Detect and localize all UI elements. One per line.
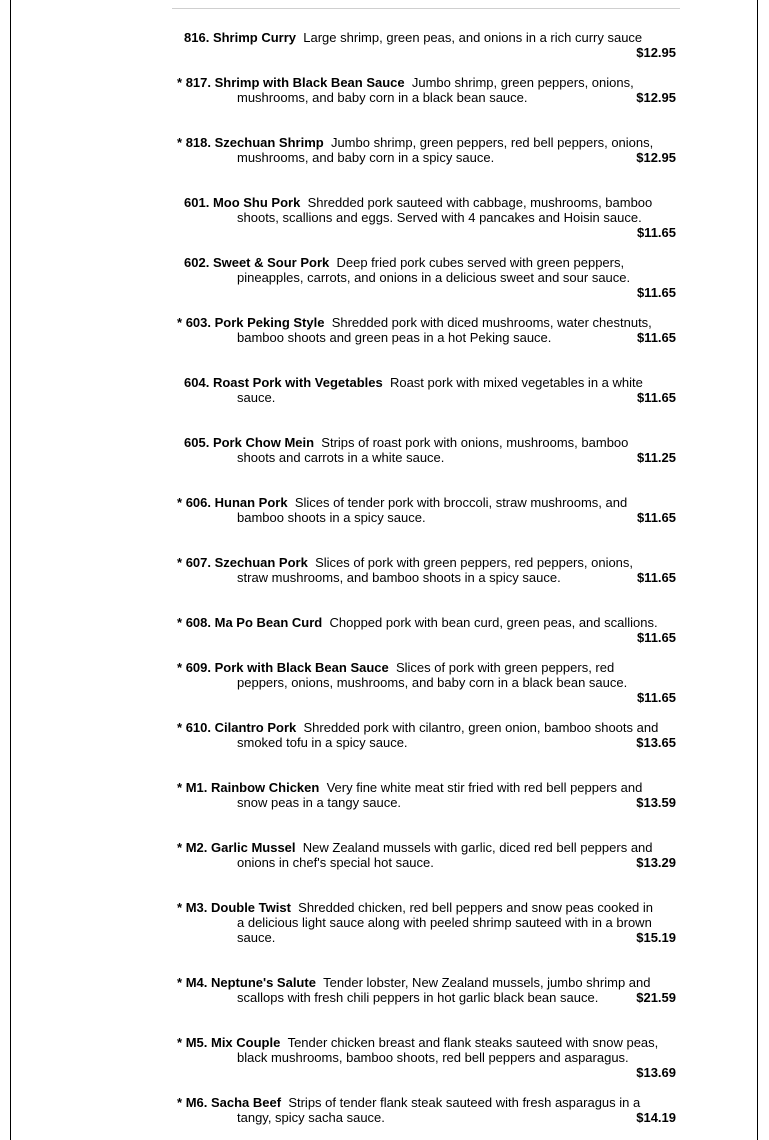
- menu-item-title: [177, 780, 319, 795]
- menu-item-number: M6.: [185, 1095, 208, 1110]
- menu-item-name: Ma Po Bean Curd: [214, 615, 323, 630]
- spicy-marker: *: [177, 615, 183, 630]
- menu-item-description: Strips of roast pork with onions, mushrooms, bamboo: [321, 435, 629, 450]
- menu-item-description-continued: sauce.: [237, 390, 276, 405]
- menu-item-price: $11.65: [636, 390, 676, 405]
- menu-item-title: [177, 135, 324, 150]
- menu-item-price: $13.59: [636, 795, 676, 810]
- menu-item-description-continued: smoked tofu in a spicy sauce.: [237, 735, 408, 750]
- menu-item-first-line: [177, 75, 634, 90]
- menu-item-title: [177, 555, 308, 570]
- menu-item-title: [177, 1035, 280, 1050]
- menu-item-description-continued: mushrooms, and baby corn in a spicy sauce.: [237, 150, 495, 165]
- menu-item-price: $13.69: [636, 1065, 676, 1080]
- menu-item-title: [184, 195, 300, 210]
- menu-item-name: Pork Peking Style: [214, 315, 325, 330]
- menu-item-first-line: [184, 30, 642, 45]
- menu-item-name: Szechuan Shrimp: [214, 135, 324, 150]
- menu-item-description: Slices of pork with green peppers, red: [395, 660, 615, 675]
- menu-item-first-line: [184, 255, 624, 270]
- menu-item-name: Roast Pork with Vegetables: [212, 375, 383, 390]
- menu-item-first-line: [177, 900, 653, 915]
- menu-item-description-continued: sauce.: [237, 930, 276, 945]
- menu-item-first-line: [184, 375, 643, 390]
- menu-item-name: Double Twist: [210, 900, 291, 915]
- menu-item-title: [177, 660, 389, 675]
- menu-item-first-line: [177, 495, 627, 510]
- menu-item-price: $15.19: [636, 930, 676, 945]
- menu-item-number: 817.: [185, 75, 211, 90]
- menu-item-description-continued: tangy, spicy sacha sauce.: [237, 1110, 385, 1125]
- menu-item-price: $13.29: [636, 855, 676, 870]
- menu-item-number: M3.: [185, 900, 208, 915]
- menu-item-description-continued: peppers, onions, mushrooms, and baby corn in a black bean sauce.: [237, 675, 628, 690]
- menu-item-description-continued: shoots and carrots in a white sauce.: [237, 450, 445, 465]
- menu-item-description: Roast pork with mixed vegetables in a white: [389, 375, 643, 390]
- spicy-marker: *: [177, 555, 183, 570]
- menu-item-description: Shredded pork with cilantro, green onion, bamboo shoots and: [303, 720, 659, 735]
- menu-item-title: [184, 375, 383, 390]
- menu-item-description: New Zealand mussels with garlic, diced red bell peppers and: [302, 840, 653, 855]
- menu-item-description-continued: a delicious light sauce along with peeled shrimp sauteed with in a brown: [237, 915, 652, 930]
- menu-item-first-line: [177, 975, 651, 990]
- menu-item-price: $12.95: [636, 90, 676, 105]
- menu-item-first-line: [184, 195, 652, 210]
- menu-item-first-line: [177, 840, 653, 855]
- menu-item-title: [177, 900, 291, 915]
- menu-item-name: Pork Chow Mein: [212, 435, 315, 450]
- menu-item-first-line: [177, 555, 633, 570]
- menu-item-price: $12.95: [636, 150, 676, 165]
- menu-item-name: Neptune's Salute: [210, 975, 316, 990]
- menu-item-name: Sacha Beef: [210, 1095, 282, 1110]
- menu-item-description: Jumbo shrimp, green peppers, onions,: [411, 75, 634, 90]
- menu-item-price: $11.65: [636, 570, 676, 585]
- menu-item-price: $11.25: [636, 450, 676, 465]
- top-divider: [172, 2, 680, 9]
- menu-item-title: [184, 255, 329, 270]
- menu-item-number: 607.: [185, 555, 211, 570]
- menu-item-number: 603.: [185, 315, 211, 330]
- menu-item-name: Pork with Black Bean Sauce: [214, 660, 389, 675]
- menu-item-number: 604.: [184, 375, 210, 390]
- menu-item-description-continued: mushrooms, and baby corn in a black bean sauce.: [237, 90, 528, 105]
- menu-item-price: $14.19: [636, 1110, 676, 1125]
- menu-item-price: $12.95: [636, 45, 676, 60]
- spicy-marker: *: [177, 135, 183, 150]
- menu-item-first-line: [177, 1095, 640, 1110]
- menu-item-description: Shredded pork sauteed with cabbage, mushrooms, bamboo: [307, 195, 653, 210]
- menu-item-first-line: [177, 615, 658, 630]
- menu-item-number: 605.: [184, 435, 210, 450]
- menu-item-description: Large shrimp, green peas, and onions in a rich curry sauce: [303, 30, 643, 45]
- menu-item-price: $11.65: [636, 330, 676, 345]
- menu-item-description: Chopped pork with bean curd, green peas, and scallions.: [329, 615, 658, 630]
- menu-item-number: M4.: [185, 975, 208, 990]
- menu-item-price: $11.65: [636, 630, 676, 645]
- menu-item-description-continued: black mushrooms, bamboo shoots, red bell peppers and asparagus.: [237, 1050, 629, 1065]
- spicy-marker: *: [177, 900, 183, 915]
- menu-item-description-continued: straw mushrooms, and bamboo shoots in a spicy sauce.: [237, 570, 561, 585]
- menu-item-title: [177, 840, 296, 855]
- menu-item-number: M5.: [185, 1035, 208, 1050]
- spicy-marker: *: [177, 315, 183, 330]
- menu-item-price: $13.65: [636, 735, 676, 750]
- menu-item-name: Garlic Mussel: [210, 840, 296, 855]
- menu-item-first-line: [177, 1035, 658, 1050]
- menu-item-name: Sweet & Sour Pork: [212, 255, 330, 270]
- menu-item-name: Shrimp Curry: [212, 30, 297, 45]
- menu-item-name: Rainbow Chicken: [210, 780, 320, 795]
- menu-item-name: Moo Shu Pork: [212, 195, 301, 210]
- spicy-marker: *: [177, 840, 183, 855]
- spicy-marker: *: [177, 975, 183, 990]
- menu-item-number: 601.: [184, 195, 210, 210]
- menu-item-price: $11.65: [636, 285, 676, 300]
- menu-item-description: Jumbo shrimp, green peppers, red bell peppers, onions,: [330, 135, 654, 150]
- menu-item-description-continued: snow peas in a tangy sauce.: [237, 795, 402, 810]
- menu-item-description: Slices of tender pork with broccoli, straw mushrooms, and: [294, 495, 628, 510]
- spicy-marker: *: [177, 75, 183, 90]
- menu-item-description: Deep fried pork cubes served with green peppers,: [336, 255, 625, 270]
- spicy-marker: *: [177, 720, 183, 735]
- menu-item-description: Shredded pork with diced mushrooms, water chestnuts,: [331, 315, 652, 330]
- menu-item-first-line: [177, 660, 614, 675]
- menu-item-number: 609.: [185, 660, 211, 675]
- menu-item-price: $11.65: [636, 225, 676, 240]
- menu-item-title: [177, 720, 296, 735]
- menu-item-number: 602.: [184, 255, 210, 270]
- menu-item-first-line: [177, 720, 658, 735]
- menu-item-title: [184, 435, 314, 450]
- menu-item-number: M1.: [185, 780, 208, 795]
- menu-item-title: [177, 975, 316, 990]
- menu-item-number: 606.: [185, 495, 211, 510]
- menu-item-title: [177, 75, 405, 90]
- menu-item-description: Strips of tender flank steak sauteed with fresh asparagus in a: [288, 1095, 641, 1110]
- menu-item-number: M2.: [185, 840, 208, 855]
- menu-item-first-line: [177, 135, 653, 150]
- spicy-marker: *: [177, 660, 183, 675]
- menu-item-title: [177, 1095, 281, 1110]
- menu-item-name: Shrimp with Black Bean Sauce: [214, 75, 405, 90]
- menu-item-description-continued: pineapples, carrots, and onions in a delicious sweet and sour sauce.: [237, 270, 631, 285]
- menu-item-name: Szechuan Pork: [214, 555, 308, 570]
- menu-item-description: Shredded chicken, red bell peppers and snow peas cooked in: [298, 900, 654, 915]
- menu-item-price: $11.65: [636, 690, 676, 705]
- menu-item-first-line: [184, 435, 628, 450]
- menu-item-number: 816.: [184, 30, 210, 45]
- menu-item-name: Cilantro Pork: [214, 720, 297, 735]
- spicy-marker: *: [177, 780, 183, 795]
- menu-item-title: [177, 315, 324, 330]
- menu-item-price: $11.65: [636, 510, 676, 525]
- menu-item-description: Slices of pork with green peppers, red peppers, onions,: [315, 555, 634, 570]
- menu-item-title: [177, 495, 288, 510]
- menu-item-number: 818.: [185, 135, 211, 150]
- menu-item-description-continued: onions in chef's special hot sauce.: [237, 855, 434, 870]
- menu-item-name: Mix Couple: [210, 1035, 281, 1050]
- menu-item-title: [177, 615, 322, 630]
- menu-item-description-continued: scallops with fresh chili peppers in hot garlic black bean sauce.: [237, 990, 599, 1005]
- menu-item-description-continued: bamboo shoots in a spicy sauce.: [237, 510, 426, 525]
- menu-item-description-continued: bamboo shoots and green peas in a hot Peking sauce.: [237, 330, 552, 345]
- menu-item-description: Tender chicken breast and flank steaks sauteed with snow peas,: [287, 1035, 659, 1050]
- menu-item-title: [184, 30, 296, 45]
- spicy-marker: *: [177, 1095, 183, 1110]
- spicy-marker: *: [177, 1035, 183, 1050]
- menu-item-number: 608.: [185, 615, 211, 630]
- spicy-marker: *: [177, 495, 183, 510]
- menu-item-description: Very fine white meat stir fried with red bell peppers and: [326, 780, 643, 795]
- menu-item-description: Tender lobster, New Zealand mussels, jumbo shrimp and: [323, 975, 651, 990]
- menu-item-number: 610.: [185, 720, 211, 735]
- menu-item-name: Hunan Pork: [214, 495, 288, 510]
- menu-item-first-line: [177, 780, 642, 795]
- menu-item-description-continued: shoots, scallions and eggs. Served with 4 pancakes and Hoisin sauce.: [237, 210, 642, 225]
- menu-item-first-line: [177, 315, 652, 330]
- menu-item-price: $21.59: [636, 990, 676, 1005]
